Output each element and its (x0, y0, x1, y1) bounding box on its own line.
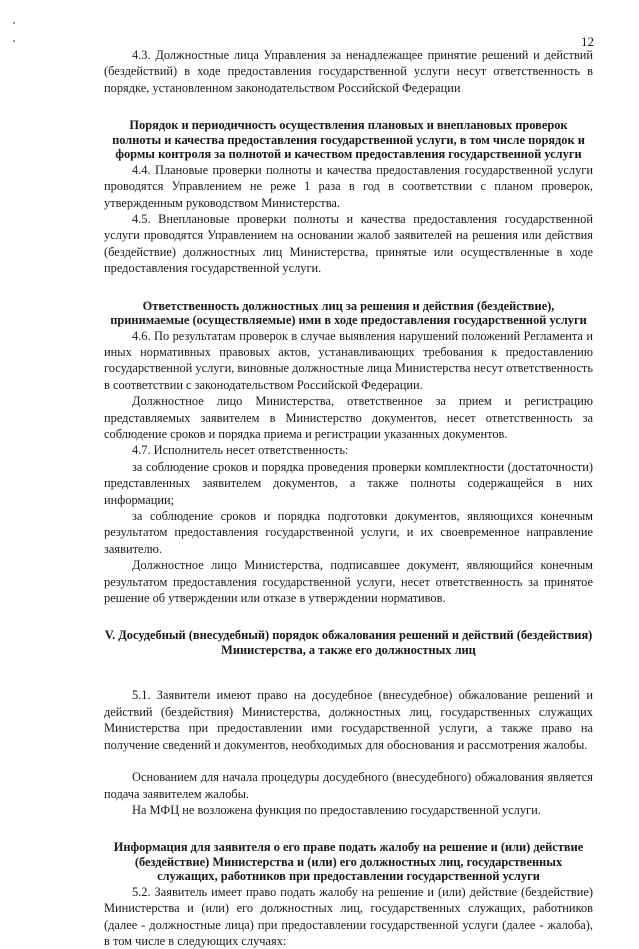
paragraph: 4.7. Исполнитель несет ответственность: (132, 443, 349, 458)
paragraph: Должностное лицо Министерства, подписавшее документ, являющийся конечным результатом предоставления государственной услуги, несет ответственность за принятое решение об утверждении или отказе в утверждении нормативов. (104, 558, 593, 606)
paragraph: Должностное лицо Министерства, ответственное за прием и регистрацию представляемых заявителем в Министерство документов, несет ответственность за соблюдение сроков и порядка приема и регистрации указанных документов. (104, 394, 593, 441)
paragraph: 4.4. Плановые проверки полноты и качества предоставления государственной услуги проводятся Управлением не реже 1 раза в год в соответствии с планом проверок, утвержденным руководством Министерства. (104, 162, 593, 210)
paragraph: за соблюдение сроков и порядка подготовки документов, являющихся конечным результатом предоставления государственной услуги, и их своевременное направление заявителю. (104, 509, 593, 556)
vertical-space (104, 277, 593, 299)
paragraph: 4.5. Внеплановые проверки полноты и качества предоставления государственной услуги проводятся Управлением на основании жалоб заявителей на решения или действия (бездействие) должностных лиц Министерства, принятые или осуществленные в ходе предоставления государственной услуги. (104, 211, 593, 276)
vertical-space (104, 606, 593, 628)
section-heading: Информация для заявителя о его праве подать жалобу на решение и (или) действие (бездействие) Министерства и (или) его должностных лиц, государственных служащих, работников при предоставлении государственной услуги (113, 840, 584, 884)
paragraph: за соблюдение сроков и порядка проведения проверки комплектности (достаточности) представленных заявителем документов, а также полноты содержащейся в них информации; (104, 459, 593, 507)
section-heading: Порядок и периодичность осуществления плановых и внеплановых проверок полноты и качества предоставления государственной услуги, в том числе порядок и формы контроля за полнотой и качеством предоставления государственной услуги (112, 118, 585, 162)
section-heading: V. Досудебный (внесудебный) порядок обжалования решений и действий (бездействия) Министерства, а также его должностных лиц (104, 628, 593, 657)
paragraph: 4.3. Должностные лица Управления за ненадлежащее принятие решений и действий (бездействий) в ходе предоставления государственной услуги несут ответственность в порядке, установленном законодательством Российской Федерации (104, 48, 593, 95)
paragraph: 5.2. Заявитель имеет право подать жалобу на решение и (или) действие (бездействие) Министерства и (или) его должностных лиц, государственных служащих, работников (далее - должностные лица) при предоставлении государственной услуги (далее - жалоба), в том числе в следующих случаях: (104, 884, 593, 949)
paragraph: На МФЦ не возложена функция по предоставлению государственной услуги. (132, 802, 541, 817)
paragraph: 5.1. Заявители имеют право на досудебное (внесудебное) обжалование решений и действий (бездействия) Министерства, должностных лиц, государственных служащих Министерства при предоставлении ими государственной услуги, а также право на получение сведений и документов, необходимых для обоснования и рассмотрения жалобы. (104, 688, 593, 752)
scan-speck (13, 40, 15, 42)
vertical-space (104, 818, 593, 840)
vertical-space (104, 657, 593, 687)
vertical-space (104, 96, 593, 118)
scan-speck (13, 22, 15, 24)
section-heading: Ответственность должностных лиц за решения и действия (бездействие), принимаемые (осуществляемые) ими в ходе предоставления государственной услуги (110, 298, 587, 328)
paragraph: Основанием для начала процедуры досудебного (внесудебного) обжалования является подача заявителем жалобы. (104, 770, 593, 801)
vertical-space (104, 753, 593, 769)
document-body (104, 47, 593, 949)
page-number: 12 (581, 34, 594, 49)
paragraph: 4.6. По результатам проверок в случае выявления нарушений положений Регламента и иных нормативных правовых актов, устанавливающих требования к предоставлению государственной услуги, виновные должностные лица Министерства несут ответственность в соответствии с законодательством Российской Федерации. (104, 328, 593, 392)
